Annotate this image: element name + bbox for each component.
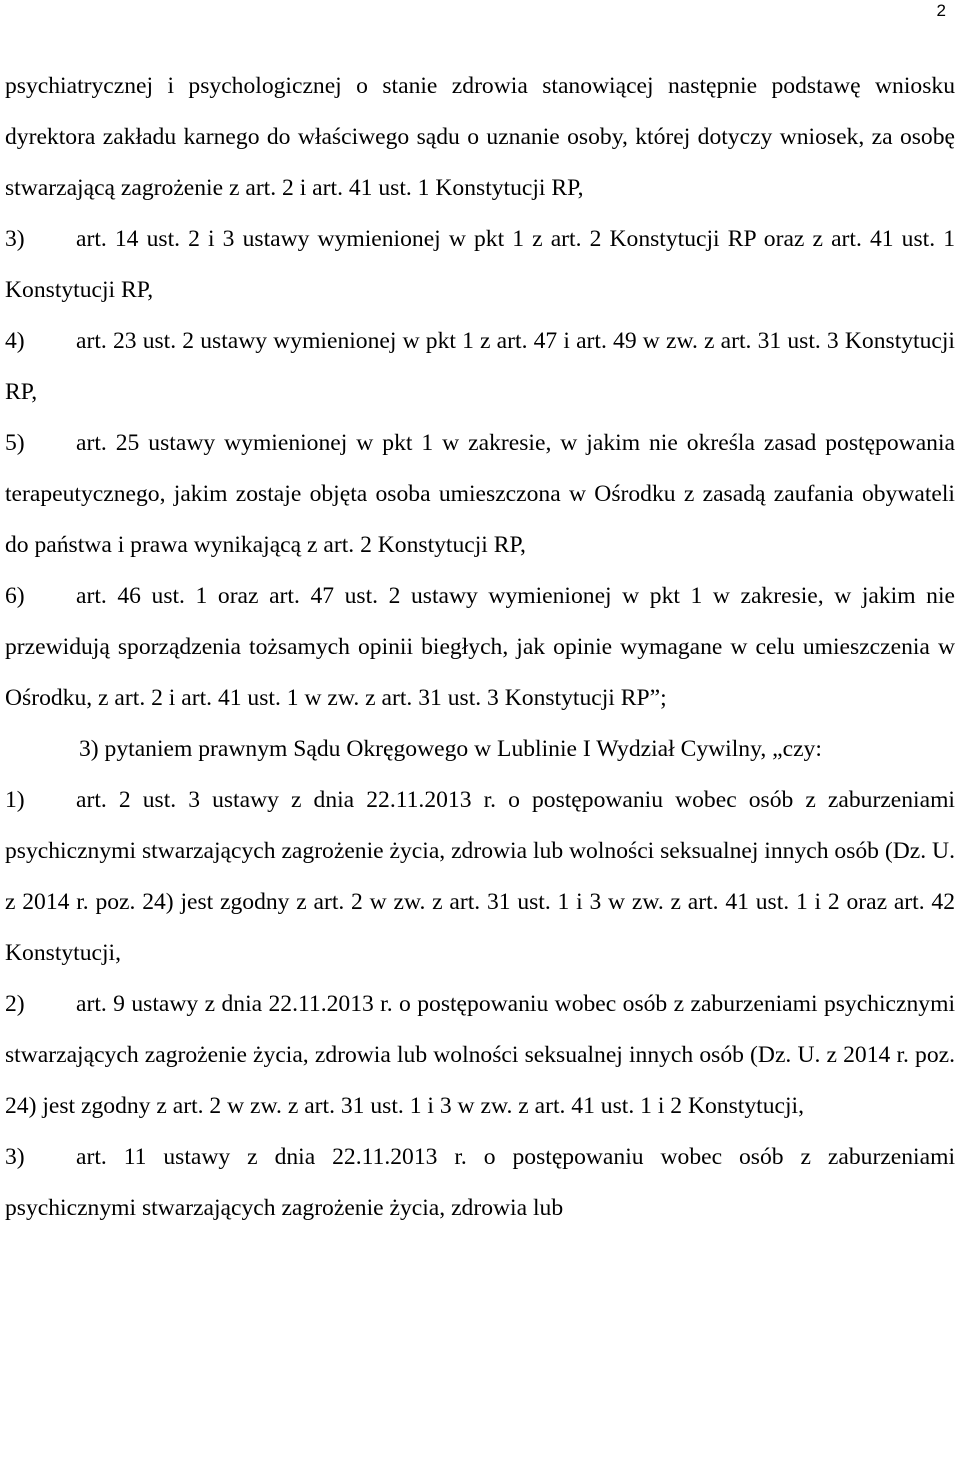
- list-item-3: 3) art. 14 ust. 2 i 3 ustawy wymienionej w pkt 1 z art. 2 Konstytucji RP oraz z art. 41 ust. 1 Konstytucji RP,: [5, 214, 955, 316]
- question-heading: 3) pytaniem prawnym Sądu Okręgowego w Lublinie I Wydział Cywilny, „czy:: [79, 736, 822, 762]
- list-number: 2): [5, 991, 25, 1017]
- list-item-4: 4) art. 23 ust. 2 ustawy wymienionej w pkt 1 z art. 47 i art. 49 w zw. z art. 31 ust. 3 Konstytucji RP,: [5, 316, 955, 418]
- list-number: 4): [5, 328, 25, 354]
- question-item-3: 3) art. 11 ustawy z dnia 22.11.2013 r. o postępowaniu wobec osób z zaburzeniami psychicznymi stwarzających zagrożenie życia, zdrowia lub: [5, 1132, 955, 1234]
- list-item-5: 5) art. 25 ustawy wymienionej w pkt 1 w zakresie, w jakim nie określa zasad postępowania terapeutycznego, jakim zostaje objęta osoba umieszczona w Ośrodku z zasadą zaufania obywateli do państwa i prawa wynikającą z art. 2 Konstytucji RP,: [5, 418, 955, 571]
- question-item-2: 2) art. 9 ustawy z dnia 22.11.2013 r. o postępowaniu wobec osób z zaburzeniami psychicznymi stwarzających zagrożenie życia, zdrowia lub wolności seksualnej innych osób (Dz. U. z 2014 r. poz. 24) jest zgodny z art. 2 w zw. z art. 31 ust. 1 i 3 w zw. z art. 41 ust. 1 i 2 Konstytucji,: [5, 979, 955, 1132]
- list-item-6: 6) art. 46 ust. 1 oraz art. 47 ust. 2 ustawy wymienionej w pkt 1 w zakresie, w jakim nie przewidują sporządzenia tożsamych opinii biegłych, jak opinie wymagane w celu umieszczenia w Ośrodku, z art. 2 i art. 41 ust. 1 w zw. z art. 31 ust. 3 Konstytucji RP”;: [5, 571, 955, 724]
- document-body: [5, 61, 955, 1234]
- list-number: 1): [5, 787, 25, 813]
- list-number: 3): [5, 1144, 25, 1170]
- list-number: 3): [5, 226, 25, 252]
- paragraph-intro-continuation: psychiatrycznej i psychologicznej o stanie zdrowia stanowiącej następnie podstawę wniosku dyrektora zakładu karnego do właściwego sądu o uznanie osoby, której dotyczy wniosek, za osobę stwarzającą zagrożenie z art. 2 i art. 41 ust. 1 Konstytucji RP,: [5, 73, 955, 201]
- question-item-1: 1) art. 2 ust. 3 ustawy z dnia 22.11.2013 r. o postępowaniu wobec osób z zaburzeniami psychicznymi stwarzających zagrożenie życia, zdrowia lub wolności seksualnej innych osób (Dz. U. z 2014 r. poz. 24) jest zgodny z art. 2 w zw. z art. 31 ust. 1 i 3 w zw. z art. 41 ust. 1 i 2 oraz art. 42 Konstytucji,: [5, 775, 955, 979]
- page-number: 2: [936, 1, 946, 20]
- list-number: 5): [5, 430, 25, 456]
- list-number: 6): [5, 583, 25, 609]
